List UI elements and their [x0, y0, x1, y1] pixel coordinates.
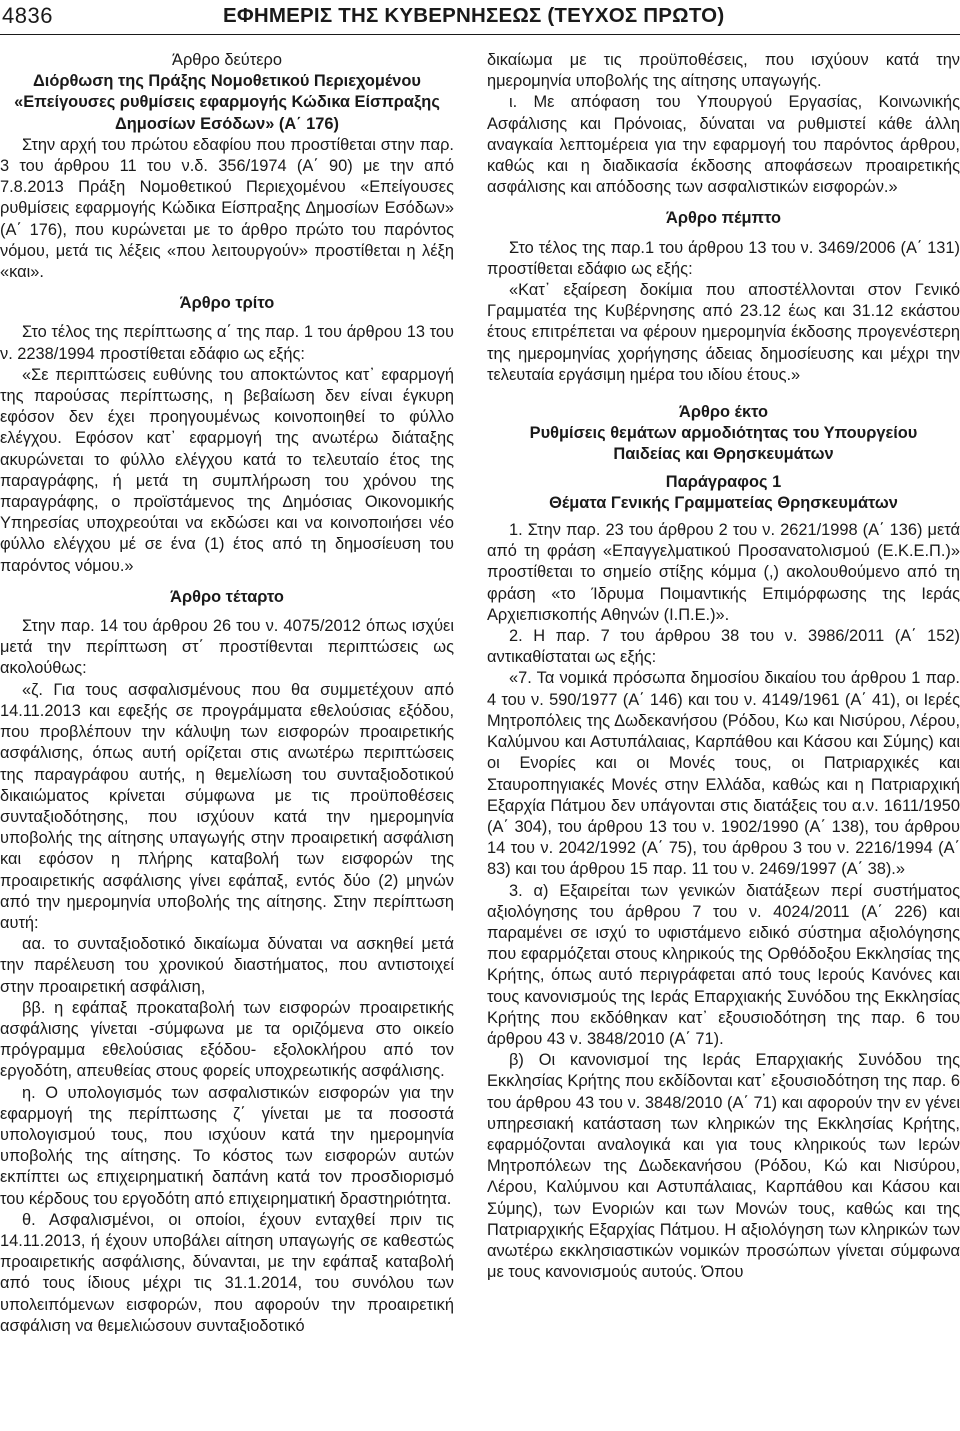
article-4-paragraph-4: ββ. η εφάπαξ προκαταβολή των εισφορών προαιρετικής ασφάλισης γίνεται -σύμφωνα με τα οριζόμενα στο οικείο πρόγραμμα εθελούσιας εξόδου- εξολοκλήρου από τον εργοδότη, απευθείας στους φορείς υποχρεωτικής ασφάλισης. — [0, 998, 454, 1081]
clause-3a: 3. α) Εξαιρείται των γενικών διατάξεων περί συστήματος αξιολόγησης του άρθρου 7 του ν. 4024/2011 (Α΄ 226) και παραμένει σε ισχύ το υφιστάμενο ειδικό σύστημα αξιολόγησης που εφαρμόζεται στους κληρικούς της Ορθόδοξου Εκκλησίας της Κρήτης, όπως αυτό περιγράφεται από τους Ιερούς Κανόνες και τους κανονισμούς της Ιεράς Επαρχιακής Συνόδου της Εκκλησίας Κρήτης που εκδόθηκαν κατ᾽ εξουσιοδότηση της παρ. 6 του άρθρου 43 ν. 3848/2010 (Α΄ 71). — [487, 881, 960, 1048]
article-2-subtitle-line-2: «Επείγουσες ρυθμίσεις εφαρμογής Κώδικα Είσπραξης — [14, 93, 440, 112]
gazette-title: ΕΦΗΜΕΡΙΣ ΤΗΣ ΚΥΒΕΡΝΗΣΕΩΣ (ΤΕΥΧΟΣ ΠΡΩΤΟ) — [223, 4, 725, 27]
article-5-paragraph-2: «Κατ᾽ εξαίρεση δοκίμια που αποστέλλονται στον Γενικό Γραμματέα της Κυβέρνησης από 23.12 έως και 31.12 εκάστου έτους επιτρέπεται να φέρουν ημερομηνία έκδοσης προγενέστερη της ημερομηνίας χορήγησης άδειας δημοσίευσης και μέχρι την τελευταία εργάσιμη ημέρα του ιδίου έτους.» — [487, 281, 960, 384]
article-3-title: Άρθρο τρίτο — [179, 294, 275, 313]
page-number: 4836 — [2, 3, 53, 28]
paragraph-1-subtitle: Θέματα Γενικής Γραμματείας Θρησκευμάτων — [549, 493, 898, 512]
clause-2: 2. Η παρ. 7 του άρθρου 38 του ν. 3986/2011 (Α΄ 152) αντικαθίσταται ως εξής: — [487, 627, 960, 667]
article-6-subtitle-line-1: Ρυθμίσεις θεμάτων αρμοδιότητας του Υπουργείου — [529, 424, 918, 443]
article-2-paragraph: Στην αρχή του πρώτου εδαφίου που προστίθεται στην παρ. 3 του άρθρου 11 του ν.δ. 356/1974 (Α΄ 90) με την από 7.8.2013 Πράξη Νομοθετικού Περιεχομένου «Επείγουσες ρυθμίσεις εφαρμογής Κώδικα Είσπραξης Δημοσίων Εσόδων» (Α΄ 176), που κυρώνεται με το άρθρο πρώτο του παρόντος νόμου, μετά τις λέξεις «που λειτουργούν» προστίθεται η λέξη «και». — [0, 135, 454, 282]
article-6-title: Άρθρο έκτο — [679, 403, 768, 422]
left-column — [0, 50, 454, 1337]
article-4-paragraph-5: η. Ο υπολογισμός των ασφαλιστικών εισφορών για την εφαρμογή της περίπτωσης ζ΄ γίνεται με τα ποσοστά υπολογισμού τους, που ισχύουν κατά την ημερομηνία υποβολής της αίτησης. Το κόστος των εισφορών αυτών εκπίπτει ως επιχειρηματική δαπάνη κατά τον προσδιορισμό του κέρδους του εργοδότη από επιχειρηματική δραστηριότητα. — [0, 1083, 454, 1208]
article-4-paragraph-7: ι. Με απόφαση του Υπουργού Εργασίας, Κοινωνικής Ασφάλισης και Πρόνοιας, δύναται να ρυθμιστεί κάθε άλλη αναγκαία λεπτομέρεια για την εφαρμογή του παρόντος άρθρου, καθώς και η διαδικασία έκδοσης αποφάσεων προαιρετικής ασφάλισης και απόδοσης των ασφαλιστικών εισφορών.» — [487, 93, 960, 197]
clause-1: 1. Στην παρ. 23 του άρθρου 2 του ν. 2621/1998 (Α΄ 136) μετά από τη φράση «Επαγγελματικού Προσανατολισμού (Ε.Κ.Ε.Π.)» προστίθεται το σημείο στίξης κόμμα (,) ακολουθούμενο από τη φράση «το Ίδρυμα Ποιμαντικής Επιμόρφωσης της Ιεράς Αρχιεπισκοπής Αθηνών (Ι.Π.Ε.)». — [487, 521, 960, 624]
article-4-paragraph-1: Στην παρ. 14 του άρθρου 26 του ν. 4075/2012 όπως ισχύει μετά την περίπτωση στ΄ προστίθενται περιπτώσεις ως ακολούθως: — [0, 617, 454, 678]
article-4-paragraph-6: θ. Ασφαλισμένοι, οι οποίοι, έχουν ενταχθεί πριν τις 14.11.2013, ή έχουν υποβάλει αίτηση υπαγωγής σε καθεστώς προαιρετικής ασφάλισης, δύνανται, με την εφάπαξ καταβολή από τους ίδιους μέχρι τις 31.1.2014, του συνόλου των υπολειπόμενων εισφορών, που αφορούν την προαιρετική ασφάλιση να θεμελιώσουν συνταξιοδοτικό — [0, 1210, 454, 1335]
article-4-paragraph-2: «ζ. Για τους ασφαλισμένους που θα συμμετέχουν από 14.11.2013 και εφεξής σε προγράμματα εθελούσιας εξόδου, που προβλέπουν την κάλυψη των εισφορών προαιρετικής ασφάλισης, όπως αυτή ορίζεται στις ανωτέρω περιπτώσεις της παραγράφου αυτής, η θεμελίωση του συνταξιοδοτικού δικαιώματος κρίνεται σύμφωνα με τις προϋποθέσεις συνταξιοδότησης, που ισχύουν κατά την ημερομηνία υποβολής της αίτησης υπαγωγής στην προαιρετική ασφάλιση και εφόσον η πλήρης καταβολή των εισφορών της προαιρετικής ασφάλισης γίνει εφάπαξ, εντός δύο (2) μηνών από την ημερομηνία υποβολής της αίτησης. Στην περίπτωση αυτή: — [0, 680, 454, 932]
article-3-paragraph-1: Στο τέλος της περίπτωσης α΄ της παρ. 1 του άρθρου 13 του ν. 2238/1994 προστίθεται εδάφιο ως εξής: — [0, 323, 454, 363]
page-header — [0, 0, 960, 35]
article-2-title: Άρθρο δεύτερο — [172, 51, 282, 69]
article-5-paragraph-1: Στο τέλος της παρ.1 του άρθρου 13 του ν. 3469/2006 (Α΄ 131) προστίθεται εδάφιο ως εξής: — [487, 238, 960, 278]
clause-3b: β) Οι κανονισμοί της Ιεράς Επαρχιακής Συνόδου της Εκκλησίας Κρήτης που εκδίδονται κατ᾽ εξουσιοδότηση της παρ. 6 του άρθρου 43 του ν. 3848/2010 (Α΄ 71) και αφορούν την εν γένει υπηρεσιακή κατάσταση των κληρικών της Εκκλησίας Κρήτης, εφαρμόζονται αναλογικά και για τους κληρικούς των Ιερών Μητροπόλεων της Δωδεκανήσου (Ρόδου, Κώ και Νισύρου, Λέρου, Καλύμνου και Αστυπάλαιας, Καρπάθου και Κάσου και Σύμης), των Ενοριών και των Μονών τους, καθώς και της Πατριαρχικής Εξαρχίας Πάτμου. Η αξιολόγηση των κληρικών των ανωτέρω εκκλησιαστικών νομικών προσώπων γίνεται σύμφωνα με τους κανονισμούς αυτούς. Όπου — [487, 1051, 960, 1282]
article-3-paragraph-2: «Σε περιπτώσεις ευθύνης του αποκτώντος κατ᾽ εφαρμογή της παρούσας περίπτωσης, η βεβαίωση δεν είναι έγκυρη εφόσον δεν έχει προηγουμένως κοινοποιηθεί το φύλλο ελέγχου. Εφόσον κατ᾽ εφαρμογή της ανωτέρω διάταξης ακυρώνεται το φύλλο ελέγχου κατά το τελευταίο έτος της παραγράφης, ή μετά τη συμπλήρωση του χρόνου της παραγράφης, ο προϊστάμενος της Δημόσιας Οικονομικής Υπηρεσίας υποχρεούται να εκδώσει και να κοινοποιήσει νέο φύλλο ελέγχου μέ σε ένα (1) έτος από τη δημοσίευση του παρόντος νόμου.» — [0, 365, 454, 575]
article-2-subtitle-line-1: Διόρθωση της Πράξης Νομοθετικού Περιεχομένου — [33, 72, 421, 91]
article-5-title: Άρθρο πέμπτο — [666, 209, 781, 228]
right-column — [487, 50, 960, 1283]
continued-paragraph: δικαίωμα με τις προϋποθέσεις, που ισχύουν κατά την ημερομηνία υποβολής της αίτησης υπαγωγής. — [487, 51, 960, 91]
article-6-subtitle-line-2: Παιδείας και Θρησκευμάτων — [613, 445, 834, 464]
paragraph-1-title: Παράγραφος 1 — [665, 472, 782, 491]
article-2-subtitle-line-3: Δημοσίων Εσόδων» (Α΄ 176) — [115, 114, 339, 133]
article-4-paragraph-3: αα. το συνταξιοδοτικό δικαίωμα δύναται να ασκηθεί μετά την παρέλευση του χρονικού διαστήματος, που αντιστοιχεί στην προαιρετική ασφάλιση, — [0, 935, 454, 996]
article-4-title: Άρθρο τέταρτο — [170, 587, 284, 606]
clause-2-replacement: «7. Τα νομικά πρόσωπα δημοσίου δικαίου του άρθρου 1 παρ. 4 του ν. 590/1977 (Α΄ 146) και του ν. 4149/1961 (Α΄ 41), οι Ιερές Μητροπόλεις της Δωδεκανήσου (Ρόδου, Κω και Νισύρου, Λέρου, Καλύμνου και Αστυπάλαιας, Καρπάθου και Κάσου και Σύμης) και οι Ενορίες και οι Μονές τους, οι Πατριαρχικές και Σταυροπηγιακές Μονές στην Ελλάδα, καθώς και η Πατριαρχική Εξαρχία Πάτμου δεν υπάγονται στις διατάξεις του α.ν. 1611/1950 (Α΄ 304), του άρθρου 13 του ν. 1902/1990 (Α΄ 138), του άρθρου 14 του ν. 2042/1992 (Α΄ 75), του άρθρου 3 του ν. 2216/1994 (Α΄ 83) και του άρθρου 15 παρ. 11 του ν. 2469/1997 (Α΄ 38).» — [487, 669, 960, 879]
